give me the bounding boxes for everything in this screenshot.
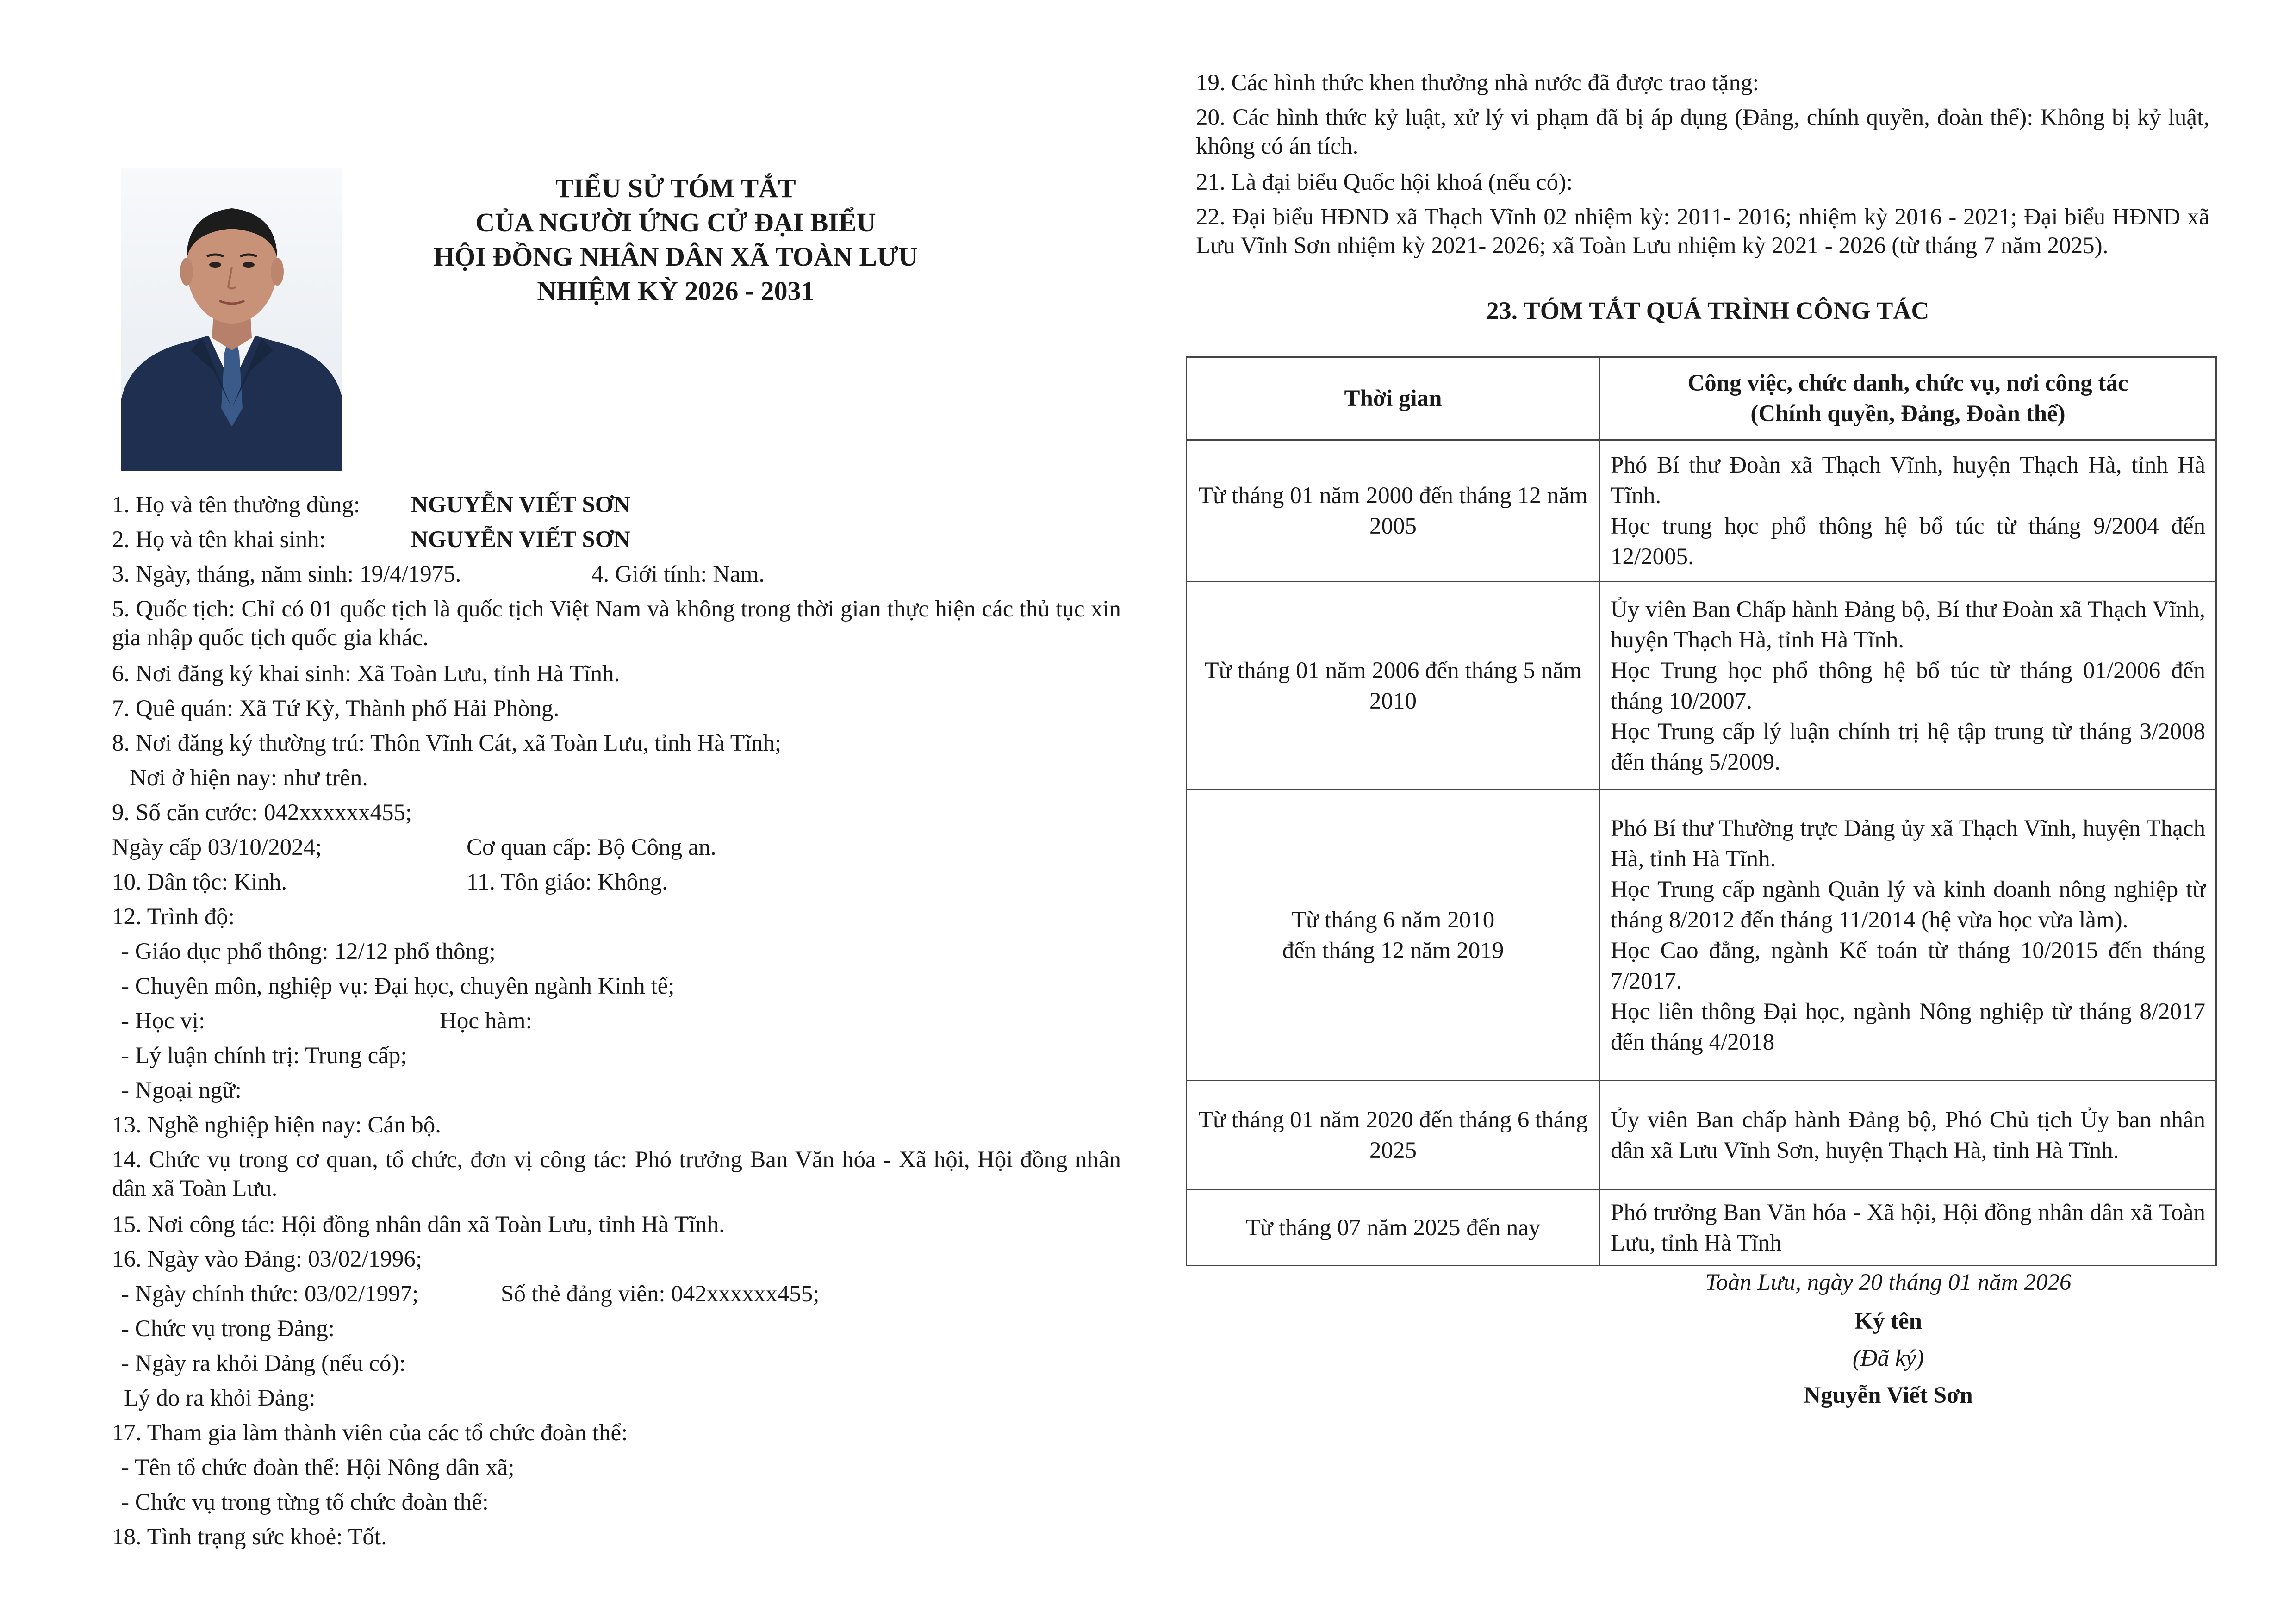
row-time: Từ tháng 01 năm 2020 đến tháng 6 tháng 2025 <box>1187 1081 1600 1190</box>
foreign-language: - Ngoại ngữ: <box>121 1077 242 1103</box>
political-theory: - Lý luận chính trị: Trung cấp; <box>121 1043 407 1069</box>
current-position: 14. Chức vụ trong cơ quan, tổ chức, đơn vị công tác: Phó trưởng Ban Văn hóa - Xã hội, Hội đồng nhân dân xã Toàn Lưu. <box>112 1147 1121 1201</box>
place-and-date: Toàn Lưu, ngày 20 tháng 01 năm 2026 <box>1705 1269 2072 1295</box>
header-description-line-2: (Chính quyền, Đảng, Đoàn thể) <box>1750 401 2066 427</box>
title-line-3: HỘI ĐỒNG NHÂN DÂN XÃ TOÀN LƯU <box>433 242 918 272</box>
birth-name-value: NGUYỄN VIẾT SƠN <box>411 527 631 553</box>
row-time: Từ tháng 01 năm 2000 đến tháng 12 năm 2005 <box>1187 440 1600 582</box>
organizations-heading: 17. Tham gia làm thành viên của các tổ chức đoàn thể: <box>112 1420 628 1446</box>
header-description-line-1: Công việc, chức danh, chức vụ, nơi công tác <box>1687 370 2128 396</box>
sign-label: Ký tên <box>1854 1308 1922 1334</box>
party-card-number: Số thẻ đảng viên: 042xxxxxx455; <box>501 1281 820 1307</box>
national-assembly: 21. Là đại biểu Quốc hội khoá (nếu có): <box>1196 169 1573 195</box>
signed-note: (Đã ký) <box>1852 1345 1924 1371</box>
gender: 4. Giới tính: Nam. <box>591 561 765 587</box>
table-row <box>1187 582 2216 790</box>
row-time: Từ tháng 01 năm 2006 đến tháng 5 năm 2010 <box>1187 582 1600 790</box>
id-number: 9. Số căn cước: 042xxxxxx455; <box>112 800 412 826</box>
religion: 11. Tôn giáo: Không. <box>467 869 668 895</box>
row-desc-line: Phó trưởng Ban Văn hóa - Xã hội, Hội đồng nhân dân xã Toàn Lưu, tỉnh Hà Tĩnh <box>1611 1199 2205 1256</box>
health-status: 18. Tình trạng sức khoẻ: Tốt. <box>112 1524 387 1550</box>
party-join-date: 16. Ngày vào Đảng: 03/02/1996; <box>112 1246 422 1272</box>
ethnicity: 10. Dân tộc: Kinh. <box>112 869 287 895</box>
id-issue-date: Ngày cấp 03/10/2024; <box>112 834 322 860</box>
id-issuer: Cơ quan cấp: Bộ Công an. <box>467 834 716 860</box>
work-history-heading: 23. TÓM TẮT QUÁ TRÌNH CÔNG TÁC <box>1486 297 1929 324</box>
organization-position: - Chức vụ trong từng tổ chức đoàn thể: <box>121 1489 489 1515</box>
signer-name: Nguyễn Viết Sơn <box>1804 1382 1973 1408</box>
current-residence: Nơi ở hiện nay: như trên. <box>130 765 368 791</box>
table-row <box>1187 440 2216 582</box>
row-time: Từ tháng 07 năm 2025 đến nay <box>1187 1190 1600 1266</box>
common-name-label: 1. Họ và tên thường dùng: <box>112 492 361 518</box>
table-row <box>1187 1081 2216 1190</box>
current-occupation: 13. Nghề nghiệp hiện nay: Cán bộ. <box>112 1112 442 1138</box>
nationality: 5. Quốc tịch: Chỉ có 01 quốc tịch là quốc tịch Việt Nam và không trong thời gian thực hiện các thủ tục xin gia nhập quốc tịch quốc gia khác. <box>112 596 1121 651</box>
row-desc-line: Phó Bí thư Đoàn xã Thạch Vĩnh, huyện Thạch Hà, tỉnh Hà Tĩnh. <box>1611 452 2205 509</box>
row-description <box>1600 1081 2216 1190</box>
organization-name: - Tên tổ chức đoàn thể: Hội Nông dân xã; <box>121 1455 515 1481</box>
row-desc-line: Học Trung cấp ngành Quản lý và kinh doanh nông nghiệp từ tháng 8/2012 đến tháng 11/2014 (hệ vừa học vừa làm). <box>1611 876 2205 933</box>
row-desc-line: Học trung học phổ thông hệ bổ túc từ tháng 9/2004 đến 12/2005. <box>1611 513 2205 570</box>
birth-registration: 6. Nơi đăng ký khai sinh: Xã Toàn Lưu, tỉnh Hà Tĩnh. <box>112 661 620 687</box>
awards: 19. Các hình thức khen thưởng nhà nước đã được trao tặng: <box>1196 70 1759 96</box>
title-line-2: CỦA NGƯỜI ỨNG CỬ ĐẠI BIỂU <box>475 207 876 237</box>
birth-name-label: 2. Họ và tên khai sinh: <box>112 527 326 553</box>
row-desc-line: Ủy viên Ban Chấp hành Đảng bộ, Bí thư Đoàn xã Thạch Vĩnh, huyện Thạch Hà, tỉnh Hà Tĩnh. <box>1611 596 2205 653</box>
party-leave-date: - Ngày ra khỏi Đảng (nếu có): <box>121 1350 406 1376</box>
row-desc-line: Ủy viên Ban chấp hành Đảng bộ, Phó Chủ tịch Ủy ban nhân dân xã Lưu Vĩnh Sơn, huyện Thạch Hà, tỉnh Hà Tĩnh. <box>1611 1107 2205 1164</box>
general-education: - Giáo dục phổ thông: 12/12 phổ thông; <box>121 939 496 964</box>
council-terms: 22. Đại biểu HĐND xã Thạch Vĩnh 02 nhiệm kỳ: 2011- 2016; nhiệm kỳ 2016 - 2021; Đại biểu HĐND xã Lưu Vĩnh Sơn nhiệm kỳ 2021- 2026; xã Toàn Lưu nhiệm kỳ 2021 - 2026 (từ tháng 7 năm 2025). <box>1196 204 2209 259</box>
table-row <box>1187 1190 2216 1266</box>
hometown: 7. Quê quán: Xã Tứ Kỳ, Thành phố Hải Phòng. <box>112 696 560 722</box>
candidate-photo <box>121 168 342 471</box>
row-description <box>1600 582 2216 790</box>
row-description <box>1600 1190 2216 1266</box>
header-time: Thời gian <box>1187 357 1600 440</box>
party-official-date: - Ngày chính thức: 03/02/1997; <box>121 1281 419 1307</box>
title-line-1: TIỂU SỬ TÓM TẮT <box>555 173 796 203</box>
workplace: 15. Nơi công tác: Hội đồng nhân dân xã Toàn Lưu, tỉnh Hà Tĩnh. <box>112 1212 725 1238</box>
professional-qualification: - Chuyên môn, nghiệp vụ: Đại học, chuyên ngành Kinh tế; <box>121 973 675 999</box>
row-time-line-2: đến tháng 12 năm 2019 <box>1282 937 1504 964</box>
row-desc-line: Học liên thông Đại học, ngành Nông nghiệp từ tháng 8/2017 đến tháng 4/2018 <box>1611 998 2205 1055</box>
row-desc-line: Học Cao đẳng, ngành Kế toán từ tháng 10/2015 đến tháng 7/2017. <box>1611 937 2205 994</box>
document-title <box>352 171 1000 308</box>
education-heading: 12. Trình độ: <box>112 904 235 930</box>
common-name-value: NGUYỄN VIẾT SƠN <box>411 492 631 518</box>
disciplinary: 20. Các hình thức kỷ luật, xử lý vi phạm đã bị áp dụng (Đảng, chính quyền, đoàn thể): Không bị kỷ luật, không có án tích. <box>1196 105 2209 159</box>
title-line-4: NHIỆM KỲ 2026 - 2031 <box>537 276 815 306</box>
table-header-row <box>1187 357 2216 440</box>
academic-title: Học hàm: <box>440 1008 532 1034</box>
row-description <box>1600 790 2216 1081</box>
row-desc-line: Phó Bí thư Thường trực Đảng ủy xã Thạch Vĩnh, huyện Thạch Hà, tỉnh Hà Tĩnh. <box>1611 815 2205 872</box>
row-time <box>1187 790 1600 1081</box>
header-description <box>1600 357 2216 440</box>
row-description <box>1600 440 2216 582</box>
row-time-line-1: Từ tháng 6 năm 2010 <box>1291 907 1495 933</box>
party-position: - Chức vụ trong Đảng: <box>121 1316 335 1342</box>
row-desc-line: Học Trung cấp lý luận chính trị hệ tập trung từ tháng 3/2008 đến tháng 5/2009. <box>1611 718 2205 775</box>
info-common-name <box>112 491 360 519</box>
table-row <box>1187 790 2216 1081</box>
date-of-birth: 3. Ngày, tháng, năm sinh: 19/4/1975. <box>112 561 461 587</box>
academic-degree: - Học vị: <box>121 1008 205 1034</box>
row-desc-line: Học Trung học phổ thông hệ bổ túc từ tháng 01/2006 đến tháng 10/2007. <box>1611 657 2205 714</box>
permanent-residence: 8. Nơi đăng ký thường trú: Thôn Vĩnh Cát, xã Toàn Lưu, tỉnh Hà Tĩnh; <box>112 730 782 756</box>
work-history-table <box>1186 356 2217 1266</box>
party-leave-reason: Lý do ra khỏi Đảng: <box>124 1385 316 1411</box>
